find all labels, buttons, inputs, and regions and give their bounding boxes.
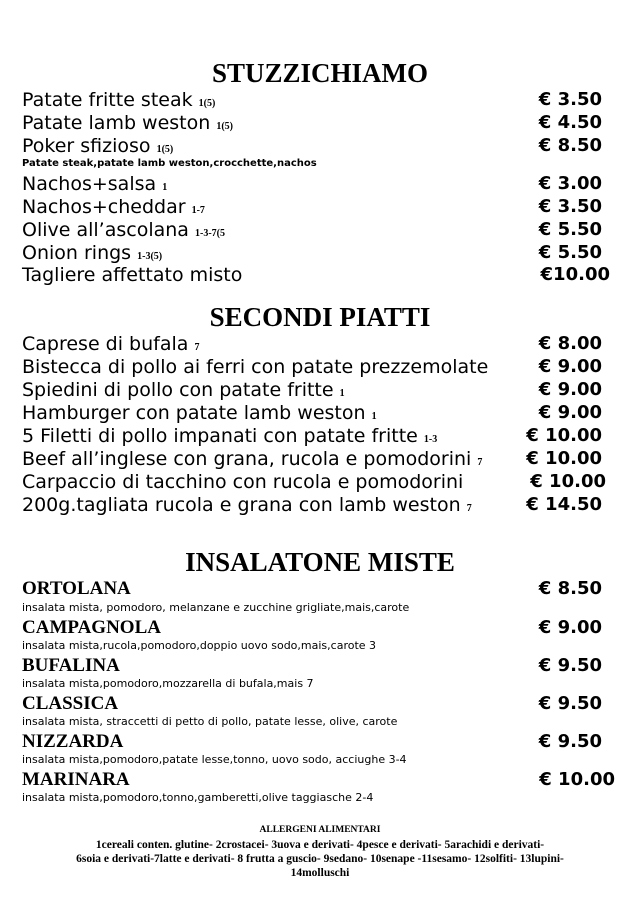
allergens-line: 14molluschi xyxy=(290,867,350,879)
item-price: € 9.00 xyxy=(538,379,602,400)
item-price: € 8.50 xyxy=(538,578,602,599)
item-name: Poker sfizioso xyxy=(22,135,151,157)
salad-name: MARINARA xyxy=(22,769,130,790)
item-allergens: 1-7 xyxy=(191,205,205,216)
salad-description: insalata mista, straccetti di petto di pollo, patate lesse, olive, carote xyxy=(22,715,398,728)
section-title-insalatone: INSALATONE MISTE xyxy=(185,547,455,577)
item-price: € 5.50 xyxy=(538,219,602,240)
item-name: Beef all’inglese con grana, rucola e pomodorini xyxy=(22,448,472,470)
salad-name: ORTOLANA xyxy=(22,578,131,599)
item-name: Nachos+salsa xyxy=(22,173,157,195)
item-price: € 9.00 xyxy=(538,356,602,377)
item-allergens: 7 xyxy=(194,342,200,353)
item-price: € 8.50 xyxy=(538,135,602,156)
item-price: € 3.00 xyxy=(538,173,602,194)
item-name: Hamburger con patate lamb weston xyxy=(22,402,366,424)
item-price: € 9.50 xyxy=(538,693,602,714)
item-name: 200g.tagliata rucola e grana con lamb weston xyxy=(22,494,461,516)
salad-description: insalata mista,pomodoro,tonno,gamberetti,olive taggiasche 2-4 xyxy=(22,791,374,804)
salad-description: insalata mista, pomodoro, melanzane e zucchine grigliate,mais,carote xyxy=(22,601,410,614)
item-allergens: 1 xyxy=(371,411,377,422)
salad-name: CLASSICA xyxy=(22,693,119,714)
allergens-title: ALLERGENI ALIMENTARI xyxy=(259,825,381,835)
salad-name: CAMPAGNOLA xyxy=(22,617,161,638)
item-price: € 5.50 xyxy=(538,242,602,263)
item-price: € 9.50 xyxy=(538,731,602,752)
item-price: € 9.50 xyxy=(538,655,602,676)
item-price: € 10.00 xyxy=(526,448,602,469)
item-name: Patate fritte steak xyxy=(22,89,193,111)
section-title-stuzzichiamo: STUZZICHIAMO xyxy=(211,58,429,88)
item-allergens: 1(5) xyxy=(216,121,234,132)
item-allergens: 7 xyxy=(477,457,483,468)
allergens-line: 6soia e derivati-7latte e derivati- 8 frutta a guscio- 9sedano- 10senape -11sesamo- 12solfiti- 13lupini- xyxy=(76,853,564,865)
item-price: €10.00 xyxy=(540,264,610,285)
item-price: € 10.00 xyxy=(526,425,602,446)
salad-description: insalata mista,pomodoro,mozzarella di bufala,mais 7 xyxy=(22,677,314,690)
item-name: Carpaccio di tacchino con rucola e pomodorini xyxy=(22,471,464,493)
salad-description: insalata mista,rucola,pomodoro,doppio uovo sodo,mais,carote 3 xyxy=(22,639,377,652)
item-name: Caprese di bufala xyxy=(22,333,189,355)
item-name: Patate lamb weston xyxy=(22,112,211,134)
item-name: Spiedini di pollo con patate fritte xyxy=(22,379,334,401)
allergens-line: 1cereali conten. glutine- 2crostacei- 3uova e derivati- 4pesce e derivati- 5arachidi e derivati- xyxy=(95,839,545,851)
item-name: Bistecca di pollo ai ferri con patate prezzemolate xyxy=(22,356,489,378)
item-name: Tagliere affettato misto xyxy=(22,264,243,286)
item-name: Olive all’ascolana xyxy=(22,219,189,241)
item-price: € 3.50 xyxy=(538,196,602,217)
salad-name: NIZZARDA xyxy=(22,731,124,752)
item-name: Onion rings xyxy=(22,242,132,264)
item-allergens: 1(5) xyxy=(198,98,216,109)
item-price: € 9.00 xyxy=(538,402,602,423)
item-price: € 9.00 xyxy=(538,617,602,638)
item-name: 5 Filetti di pollo impanati con patate fritte xyxy=(22,425,418,447)
item-note: Patate steak,patate lamb weston,crocchette,nachos xyxy=(22,158,317,169)
item-price: € 10.00 xyxy=(539,769,615,790)
item-price: € 10.00 xyxy=(530,471,606,492)
item-price: € 4.50 xyxy=(538,112,602,133)
menu-item xyxy=(22,494,472,520)
section-title-secondi: SECONDI PIATTI xyxy=(209,302,431,332)
item-allergens: 1-3(5) xyxy=(137,251,163,262)
item-allergens: 1-3-7(5 xyxy=(195,228,225,239)
salad-name: BUFALINA xyxy=(22,655,120,676)
item-allergens: 7 xyxy=(466,503,472,514)
item-price: € 14.50 xyxy=(526,494,602,515)
item-name: Nachos+cheddar xyxy=(22,196,186,218)
salad-description: insalata mista,pomodoro,patate lesse,tonno, uovo sodo, acciughe 3-4 xyxy=(22,753,407,766)
item-price: € 3.50 xyxy=(538,89,602,110)
menu-item xyxy=(22,264,242,290)
item-allergens: 1 xyxy=(162,182,168,193)
item-allergens: 1(5) xyxy=(156,144,174,155)
item-price: € 8.00 xyxy=(538,333,602,354)
item-allergens: 1-3 xyxy=(423,434,438,445)
item-allergens: 1 xyxy=(339,388,345,399)
